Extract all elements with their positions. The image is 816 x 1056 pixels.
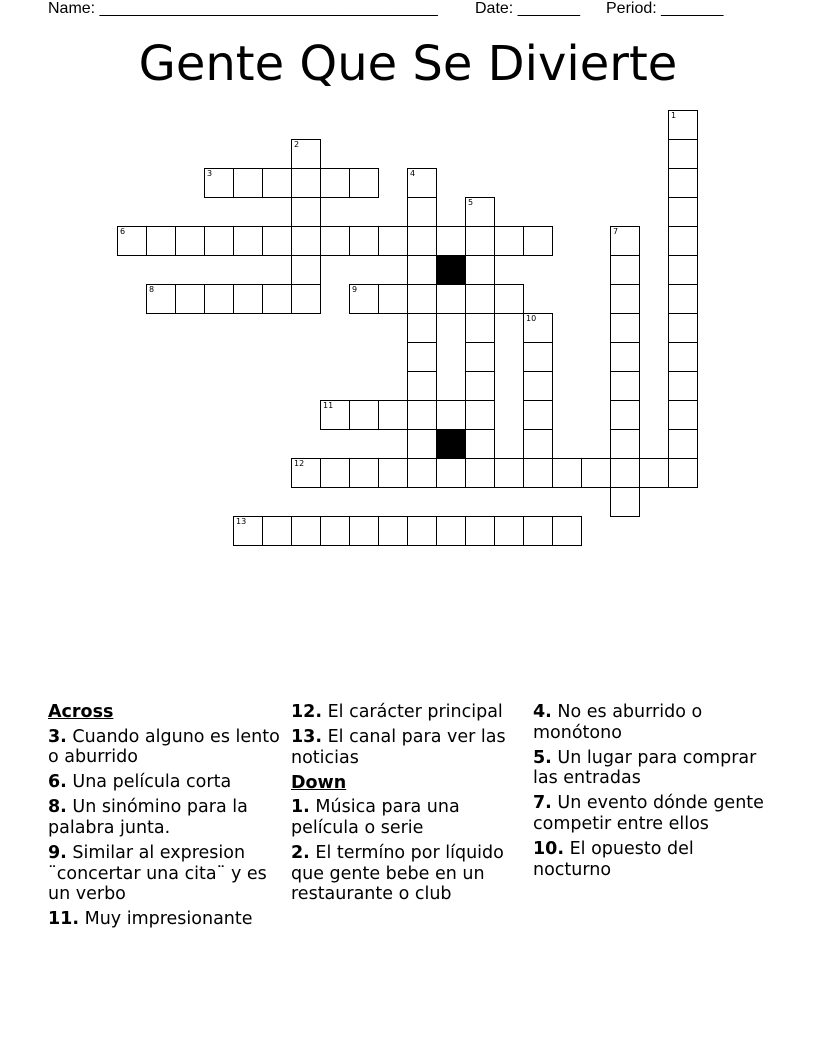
- grid-cell[interactable]: [668, 342, 698, 372]
- clue-number: 9: [352, 285, 358, 294]
- grid-cell[interactable]: [349, 458, 379, 488]
- clue-number: 5: [468, 198, 474, 207]
- grid-cell[interactable]: [436, 284, 466, 314]
- grid-cell[interactable]: [320, 226, 350, 256]
- grid-cell[interactable]: [494, 516, 524, 546]
- clue-number: 12: [294, 459, 305, 468]
- clue-across-8: 8. Un sinómino para la palabra junta.: [48, 797, 248, 838]
- grid-cell[interactable]: [233, 284, 263, 314]
- clue-number: 2: [294, 140, 300, 149]
- grid-cell[interactable]: [320, 168, 350, 198]
- grid-cell[interactable]: [668, 313, 698, 343]
- grid-cell[interactable]: [117, 226, 147, 256]
- grid-cell[interactable]: [610, 284, 640, 314]
- grid-cell[interactable]: [668, 168, 698, 198]
- grid-cell[interactable]: [233, 168, 263, 198]
- grid-cell[interactable]: [407, 284, 437, 314]
- grid-cell[interactable]: [523, 516, 553, 546]
- clue-number: 13: [236, 517, 247, 526]
- clue-number: 6: [120, 227, 126, 236]
- grid-cell[interactable]: [610, 487, 640, 517]
- grid-cell[interactable]: [465, 400, 495, 430]
- grid-cell[interactable]: [610, 400, 640, 430]
- grid-cell[interactable]: [465, 458, 495, 488]
- grid-cell[interactable]: [262, 284, 292, 314]
- grid-cell[interactable]: [349, 226, 379, 256]
- grid-cell[interactable]: [668, 197, 698, 227]
- clue-across-13: 13. El canal para ver las noticias: [291, 727, 506, 768]
- grid-cell[interactable]: [465, 371, 495, 401]
- grid-cell[interactable]: [552, 458, 582, 488]
- grid-cell[interactable]: [378, 516, 408, 546]
- grid-cell[interactable]: [407, 400, 437, 430]
- grid-cell[interactable]: [668, 400, 698, 430]
- grid-cell[interactable]: [494, 226, 524, 256]
- grid-cell[interactable]: [581, 458, 611, 488]
- grid-cell[interactable]: [407, 371, 437, 401]
- clue-column-3: [533, 702, 765, 885]
- clue-number: 10: [526, 314, 537, 323]
- grid-cell[interactable]: [436, 226, 466, 256]
- grid-cell[interactable]: [552, 516, 582, 546]
- grid-cell[interactable]: [668, 110, 698, 140]
- grid-cell[interactable]: [523, 342, 553, 372]
- grid-cell[interactable]: [523, 429, 553, 459]
- clue-number: 11: [323, 401, 334, 410]
- clue-across-9: 9. Similar al expresion ¨concertar una cita¨ y es un verbo: [48, 843, 267, 905]
- grid-cell[interactable]: [523, 400, 553, 430]
- grid-cell[interactable]: [291, 197, 321, 227]
- grid-cell[interactable]: [349, 284, 379, 314]
- grid-cell[interactable]: [378, 458, 408, 488]
- grid-cell[interactable]: [407, 516, 437, 546]
- clue-number: 1: [671, 111, 677, 120]
- grid-cell[interactable]: [349, 400, 379, 430]
- grid-cell[interactable]: [610, 226, 640, 256]
- grid-cell[interactable]: [668, 139, 698, 169]
- grid-cell[interactable]: [668, 371, 698, 401]
- grid-cell[interactable]: [465, 197, 495, 227]
- grid-cell[interactable]: [523, 226, 553, 256]
- page-title: Gente Que Se Divierte: [138, 36, 678, 92]
- grid-cell[interactable]: [233, 516, 263, 546]
- grid-cell[interactable]: [233, 226, 263, 256]
- grid-cell[interactable]: [465, 313, 495, 343]
- grid-cell[interactable]: [494, 458, 524, 488]
- grid-cell[interactable]: [291, 168, 321, 198]
- grid-cell[interactable]: [407, 458, 437, 488]
- clue-number: 8: [149, 285, 155, 294]
- grid-cell[interactable]: [610, 313, 640, 343]
- grid-cell[interactable]: [320, 400, 350, 430]
- grid-cell[interactable]: [610, 429, 640, 459]
- grid-cell[interactable]: [349, 168, 379, 198]
- grid-cell[interactable]: [320, 458, 350, 488]
- grid-cell[interactable]: [204, 284, 234, 314]
- grid-cell[interactable]: [146, 226, 176, 256]
- grid-cell[interactable]: [465, 516, 495, 546]
- grid-cell[interactable]: [523, 458, 553, 488]
- grid-cell[interactable]: [407, 197, 437, 227]
- grid-cell[interactable]: [465, 226, 495, 256]
- grid-cell[interactable]: [291, 139, 321, 169]
- black-cell: [436, 255, 466, 285]
- clue-across-6: 6. Una película corta: [48, 772, 232, 793]
- grid-cell[interactable]: [262, 516, 292, 546]
- down-heading: Down: [291, 772, 347, 793]
- grid-cell[interactable]: [262, 168, 292, 198]
- grid-cell[interactable]: [378, 284, 408, 314]
- grid-cell[interactable]: [378, 226, 408, 256]
- grid-cell[interactable]: [668, 226, 698, 256]
- grid-cell[interactable]: [291, 458, 321, 488]
- grid-cell[interactable]: [465, 342, 495, 372]
- grid-cell[interactable]: [407, 168, 437, 198]
- grid-cell[interactable]: [407, 255, 437, 285]
- grid-cell[interactable]: [610, 371, 640, 401]
- grid-cell[interactable]: [436, 400, 466, 430]
- grid-cell[interactable]: [175, 226, 205, 256]
- grid-cell[interactable]: [465, 284, 495, 314]
- clue-across-11: 11. Muy impresionante: [48, 909, 253, 930]
- grid-cell[interactable]: [668, 429, 698, 459]
- grid-cell[interactable]: [523, 313, 553, 343]
- grid-cell[interactable]: [668, 284, 698, 314]
- grid-cell[interactable]: [436, 516, 466, 546]
- clue-column-2: [291, 702, 523, 909]
- grid-cell[interactable]: [610, 255, 640, 285]
- clue-number: 3: [207, 169, 213, 178]
- clue-down-2: 2. El termíno por líquido que gente bebe en un restaurante o club: [291, 843, 504, 905]
- black-cell: [436, 429, 466, 459]
- grid-cell[interactable]: [407, 313, 437, 343]
- grid-cell[interactable]: [291, 284, 321, 314]
- clue-across-3: 3. Cuando alguno es lento o aburrido: [48, 726, 280, 768]
- clue-down-5: 5. Un lugar para comprar las entradas: [533, 747, 757, 789]
- grid-cell[interactable]: [320, 516, 350, 546]
- clue-column-1: [48, 702, 280, 934]
- grid-cell[interactable]: [465, 255, 495, 285]
- grid-cell[interactable]: [668, 458, 698, 488]
- grid-cell[interactable]: [523, 371, 553, 401]
- clue-number: 7: [613, 227, 619, 236]
- grid-cell[interactable]: [407, 342, 437, 372]
- grid-cell[interactable]: [494, 284, 524, 314]
- grid-cell[interactable]: [668, 255, 698, 285]
- grid-cell[interactable]: [349, 516, 379, 546]
- grid-cell[interactable]: [291, 516, 321, 546]
- clue-down-1: 1. Música para una película o serie: [291, 797, 460, 838]
- grid-cell[interactable]: [146, 284, 176, 314]
- grid-cell[interactable]: [610, 342, 640, 372]
- clue-across-12: 12. El carácter principal: [291, 702, 503, 722]
- grid-cell[interactable]: [204, 226, 234, 256]
- grid-cell[interactable]: [610, 458, 640, 488]
- grid-cell[interactable]: [436, 458, 466, 488]
- grid-cell[interactable]: [378, 400, 408, 430]
- grid-cell[interactable]: [204, 168, 234, 198]
- grid-cell[interactable]: [291, 226, 321, 256]
- grid-cell[interactable]: [639, 458, 669, 488]
- date-field[interactable]: Date: _______: [475, 0, 580, 17]
- grid-cell[interactable]: [407, 429, 437, 459]
- grid-cell[interactable]: [175, 284, 205, 314]
- name-field[interactable]: Name: ______________________________________: [48, 0, 438, 17]
- grid-cell[interactable]: [407, 226, 437, 256]
- clue-down-10: 10. El opuesto del nocturno: [533, 839, 694, 880]
- grid-cell[interactable]: [262, 226, 292, 256]
- clue-number: 4: [410, 169, 416, 178]
- across-heading: Across: [48, 702, 114, 722]
- grid-cell[interactable]: [465, 429, 495, 459]
- clue-down-4: 4. No es aburrido o monótono: [533, 702, 703, 743]
- clue-down-7: 7. Un evento dónde gente competir entre ellos: [533, 793, 764, 834]
- period-field[interactable]: Period: _______: [606, 0, 724, 17]
- grid-cell[interactable]: [291, 255, 321, 285]
